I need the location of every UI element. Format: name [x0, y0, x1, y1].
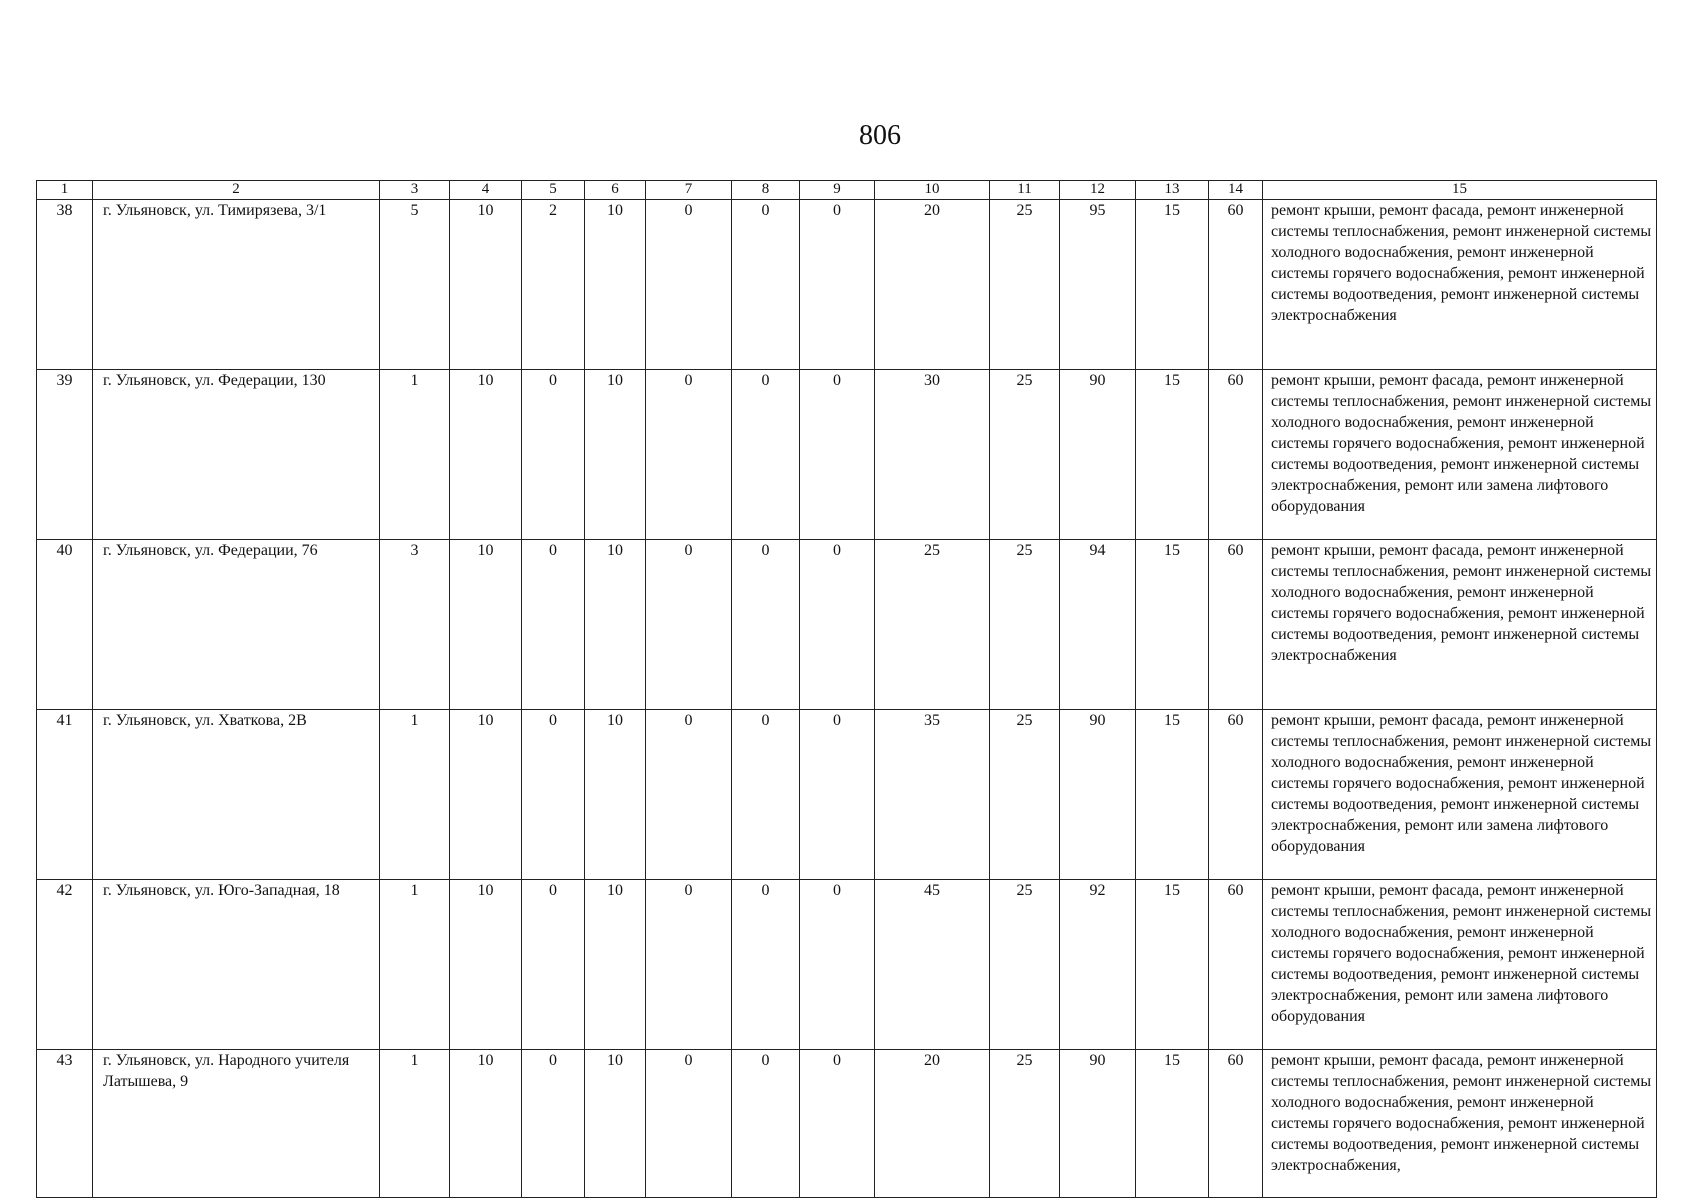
col14-cell: 60 [1209, 540, 1263, 710]
col12-cell: 90 [1060, 370, 1136, 540]
address-cell: г. Ульяновск, ул. Народного учителя Латышева, 9 [93, 1050, 380, 1198]
col5-cell: 2 [522, 200, 585, 370]
col5-cell: 0 [522, 540, 585, 710]
col7-cell: 0 [646, 200, 732, 370]
col7-cell: 0 [646, 370, 732, 540]
address-cell: г. Ульяновск, ул. Тимирязева, 3/1 [93, 200, 380, 370]
col10-cell: 20 [875, 200, 990, 370]
col5-cell: 0 [522, 880, 585, 1050]
column-header-7: 7 [646, 181, 732, 200]
col12-cell: 94 [1060, 540, 1136, 710]
col8-cell: 0 [732, 540, 800, 710]
row-number-cell: 39 [37, 370, 93, 540]
col8-cell: 0 [732, 1050, 800, 1198]
table-row [37, 540, 1657, 710]
page-number: 806 [859, 120, 901, 151]
row-number-cell: 42 [37, 880, 93, 1050]
col3-cell: 1 [380, 370, 450, 540]
col4-cell: 10 [450, 540, 522, 710]
table-row [37, 370, 1657, 540]
column-number-row [37, 181, 1657, 200]
col8-cell: 0 [732, 200, 800, 370]
col13-cell: 15 [1136, 710, 1209, 880]
col7-cell: 0 [646, 540, 732, 710]
column-header-5: 5 [522, 181, 585, 200]
col4-cell: 10 [450, 1050, 522, 1198]
col6-cell: 10 [585, 540, 646, 710]
column-header-2: 2 [93, 181, 380, 200]
col11-cell: 25 [990, 370, 1060, 540]
col10-cell: 45 [875, 880, 990, 1050]
col8-cell: 0 [732, 880, 800, 1050]
column-header-12: 12 [1060, 181, 1136, 200]
col4-cell: 10 [450, 880, 522, 1050]
col13-cell: 15 [1136, 540, 1209, 710]
column-header-13: 13 [1136, 181, 1209, 200]
works-list-cell: ремонт крыши, ремонт фасада, ремонт инженерной системы теплоснабжения, ремонт инженерной системы холодного водоснабжения, ремонт инженерной системы горячего водоснабжения, ремонт инженерной системы водоотведения, ремонт инженерной системы электроснабжения, ремонт или замена лифтового оборудования [1263, 370, 1657, 540]
col12-cell: 92 [1060, 880, 1136, 1050]
col14-cell: 60 [1209, 710, 1263, 880]
column-header-11: 11 [990, 181, 1060, 200]
col13-cell: 15 [1136, 200, 1209, 370]
address-cell: г. Ульяновск, ул. Федерации, 76 [93, 540, 380, 710]
col5-cell: 0 [522, 710, 585, 880]
col9-cell: 0 [800, 880, 875, 1050]
col9-cell: 0 [800, 710, 875, 880]
table-row [37, 710, 1657, 880]
address-cell: г. Ульяновск, ул. Хваткова, 2В [93, 710, 380, 880]
col14-cell: 60 [1209, 1050, 1263, 1198]
row-number-cell: 40 [37, 540, 93, 710]
col9-cell: 0 [800, 540, 875, 710]
col13-cell: 15 [1136, 880, 1209, 1050]
works-list-cell: ремонт крыши, ремонт фасада, ремонт инженерной системы теплоснабжения, ремонт инженерной системы холодного водоснабжения, ремонт инженерной системы горячего водоснабжения, ремонт инженерной системы водоотведения, ремонт инженерной системы электроснабжения [1263, 540, 1657, 710]
works-list-cell: ремонт крыши, ремонт фасада, ремонт инженерной системы теплоснабжения, ремонт инженерной системы холодного водоснабжения, ремонт инженерной системы горячего водоснабжения, ремонт инженерной системы водоотведения, ремонт инженерной системы электроснабжения [1263, 200, 1657, 370]
table-row [37, 1050, 1657, 1198]
col3-cell: 1 [380, 1050, 450, 1198]
col11-cell: 25 [990, 540, 1060, 710]
col6-cell: 10 [585, 880, 646, 1050]
column-header-15: 15 [1263, 181, 1657, 200]
works-list-cell: ремонт крыши, ремонт фасада, ремонт инженерной системы теплоснабжения, ремонт инженерной системы холодного водоснабжения, ремонт инженерной системы горячего водоснабжения, ремонт инженерной системы водоотведения, ремонт инженерной системы электроснабжения, ремонт или замена лифтового оборудования [1263, 710, 1657, 880]
col11-cell: 25 [990, 880, 1060, 1050]
col14-cell: 60 [1209, 200, 1263, 370]
col13-cell: 15 [1136, 370, 1209, 540]
col4-cell: 10 [450, 370, 522, 540]
col9-cell: 0 [800, 1050, 875, 1198]
col12-cell: 95 [1060, 200, 1136, 370]
col11-cell: 25 [990, 710, 1060, 880]
col7-cell: 0 [646, 880, 732, 1050]
col8-cell: 0 [732, 370, 800, 540]
column-header-8: 8 [732, 181, 800, 200]
address-cell: г. Ульяновск, ул. Федерации, 130 [93, 370, 380, 540]
col5-cell: 0 [522, 370, 585, 540]
column-header-9: 9 [800, 181, 875, 200]
col14-cell: 60 [1209, 880, 1263, 1050]
col7-cell: 0 [646, 1050, 732, 1198]
works-list-cell: ремонт крыши, ремонт фасада, ремонт инженерной системы теплоснабжения, ремонт инженерной системы холодного водоснабжения, ремонт инженерной системы горячего водоснабжения, ремонт инженерной системы водоотведения, ремонт инженерной системы электроснабжения, ремонт или замена лифтового оборудования [1263, 880, 1657, 1050]
column-header-10: 10 [875, 181, 990, 200]
table-row [37, 200, 1657, 370]
row-number-cell: 38 [37, 200, 93, 370]
column-header-1: 1 [37, 181, 93, 200]
col9-cell: 0 [800, 200, 875, 370]
col12-cell: 90 [1060, 710, 1136, 880]
col6-cell: 10 [585, 710, 646, 880]
col11-cell: 25 [990, 200, 1060, 370]
works-list-cell: ремонт крыши, ремонт фасада, ремонт инженерной системы теплоснабжения, ремонт инженерной системы холодного водоснабжения, ремонт инженерной системы горячего водоснабжения, ремонт инженерной системы водоотведения, ремонт инженерной системы электроснабжения, [1263, 1050, 1657, 1198]
col3-cell: 3 [380, 540, 450, 710]
col11-cell: 25 [990, 1050, 1060, 1198]
col6-cell: 10 [585, 200, 646, 370]
col8-cell: 0 [732, 710, 800, 880]
col13-cell: 15 [1136, 1050, 1209, 1198]
row-number-cell: 43 [37, 1050, 93, 1198]
table-row [37, 880, 1657, 1050]
col12-cell: 90 [1060, 1050, 1136, 1198]
column-header-14: 14 [1209, 181, 1263, 200]
col6-cell: 10 [585, 1050, 646, 1198]
col9-cell: 0 [800, 370, 875, 540]
col4-cell: 10 [450, 200, 522, 370]
col10-cell: 25 [875, 540, 990, 710]
col10-cell: 20 [875, 1050, 990, 1198]
col10-cell: 30 [875, 370, 990, 540]
col7-cell: 0 [646, 710, 732, 880]
row-number-cell: 41 [37, 710, 93, 880]
repair-register-table [36, 180, 1657, 1198]
col3-cell: 5 [380, 200, 450, 370]
column-header-4: 4 [450, 181, 522, 200]
col14-cell: 60 [1209, 370, 1263, 540]
column-header-6: 6 [585, 181, 646, 200]
column-header-3: 3 [380, 181, 450, 200]
col6-cell: 10 [585, 370, 646, 540]
address-cell: г. Ульяновск, ул. Юго-Западная, 18 [93, 880, 380, 1050]
col3-cell: 1 [380, 880, 450, 1050]
col4-cell: 10 [450, 710, 522, 880]
table-header [37, 181, 1657, 200]
table-body [37, 200, 1657, 1198]
col3-cell: 1 [380, 710, 450, 880]
col5-cell: 0 [522, 1050, 585, 1198]
col10-cell: 35 [875, 710, 990, 880]
